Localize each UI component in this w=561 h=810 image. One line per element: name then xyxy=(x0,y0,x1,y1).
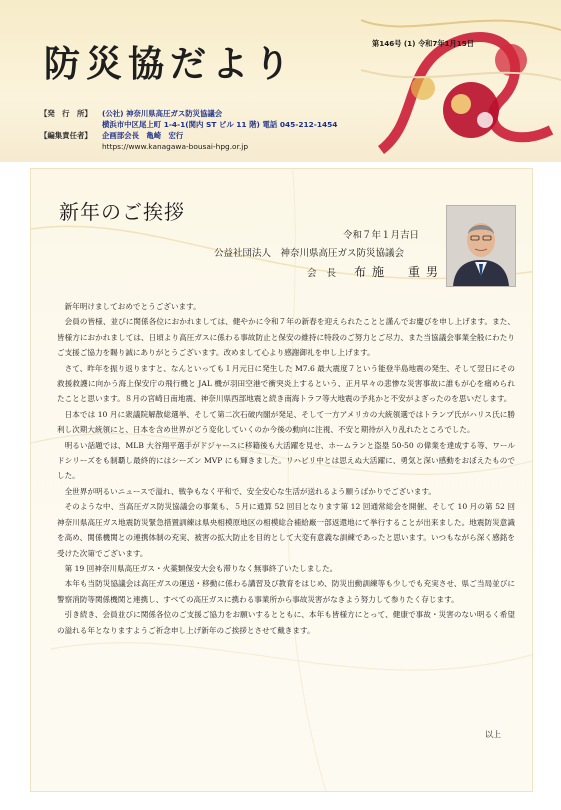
publisher-name: (公社) 神奈川県高圧ガス防災協議会 xyxy=(102,109,223,118)
closing-remark: 以上 xyxy=(485,730,501,739)
paragraph: 会員の皆様、並びに関係各位におかれましては、健やかに令和７年の新春を迎えられたことと謹んでお慶びを申し上げます。また、皆様方におかれましては、日頃より高圧ガスに係わる事故防止と保安の維持に特段のご努力とご尽力、また当協議会事業全般にわたりご支援ご協力を賜り誠にありがとうございます。改めまして心より感謝御礼を申し上げます。 xyxy=(57,317,515,358)
author-name: 布施 重男 xyxy=(354,265,445,279)
paragraph: 引き続き、会員並びに関係各位のご支援ご協力をお願いするとともに、本年も皆様方にとって、健康で事故・災害のない明るく希望の溢れる年となりますようご祈念申し上げ新年のご挨拶とさせて戴きます。 xyxy=(57,610,515,635)
article-panel xyxy=(30,168,533,792)
paragraph: 新年明けましておめでとうございます。 xyxy=(64,302,201,311)
paragraph: 日本では 10 月に衆議院解散総選挙、そして第二次石破内閣が発足、そして一方アメリカの大統領選ではトランプ氏がハリス氏に勝利し次期大統領にと、日本を含め世界がどう変化していくのか今後の動向に注視、不安と期待が入り乱れたところでした。 xyxy=(57,409,515,435)
editor-label: 【編集責任者】 xyxy=(40,131,92,140)
website-link[interactable]: https://www.kanagawa-bousai-hpg.or.jp xyxy=(102,142,249,151)
paragraph: 明るい話題では、MLB 大谷翔平選手がドジャースに移籍後も大活躍を見せ、ホームランと盗塁 50-50 の偉業を達成する等、ワールドシリーズをも制覇し最終的にはシーズン MVP にも輝きました。リハビリ中とは思えぬ大活躍に、勇気と深い感動をおぼえたものでした。 xyxy=(57,440,515,481)
publisher-label: 【発 行 所】 xyxy=(40,109,92,118)
portrait-image xyxy=(447,206,515,286)
paragraph: 第 19 回神奈川県高圧ガス・火薬類保安大会も滞りなく無事終了いたしました。 xyxy=(64,563,338,573)
article-date: 令和７年１月吉日 xyxy=(343,230,420,241)
author-organization: 公益社団法人 神奈川県高圧ガス防災協議会 xyxy=(214,248,405,259)
publisher-address: 横浜市中区尾上町 1-4-1(関内 ST ビル 11 階) 電話 045-212-1454 xyxy=(102,120,338,129)
author-line xyxy=(307,263,444,280)
author-role: 会長 xyxy=(307,268,347,279)
author-portrait xyxy=(446,205,516,287)
issue-info: 第146号 (1) 令和7年1月15日 xyxy=(372,39,474,48)
publisher-info xyxy=(40,108,337,152)
paragraph: さて、昨年を振り返りますと、なんといっても１月元日に発生した M7.6 最大震度７という能登半島地震の発生、そして翌日にその救援救護に向かう海上保安庁の飛行機と JAL 機が羽田空港で衝突炎上するという、正月早々の悲惨な災害事故に誰もが心を痛められたことと思います。８月の宮崎日南地震、神奈川県西部地震と続き南海トラフ等大地震の予兆かと不安がよぎったのを思いだします。 xyxy=(57,363,515,404)
editor-name: 企画部会長 亀崎 宏行 xyxy=(102,131,184,140)
masthead-title: 防災協だより xyxy=(44,43,297,85)
paragraph: そのような中、当高圧ガス防災協議会の事業も、５月に通算 52 回目となります第 12 回通常総会を開催、そして 10 月の第 52 回神奈川県高圧ガス地震防災緊急措置訓練は県央相模原地区の相模総合補給廠一部返還地にて挙行することが出来ました。地震防災意識を高め、関係機関との連携体制の充実、被害の拡大防止を目的として大変有意義な訓練であったと思います。いつもながら深く感銘を受けた次第でございます。 xyxy=(57,502,515,558)
paragraph: 本年も当防災協議会は高圧ガスの運送・移動に係わる講習及び教育をはじめ、防災出動訓練等も少しでも充実させ、県ご当局並びに警察消防等関係機関と連携し、すべての高圧ガスに携わる事業所から事故災害がなきよう努力して参りたく存じます。 xyxy=(57,579,515,604)
masthead xyxy=(0,0,561,162)
masthead-decoration xyxy=(361,0,561,162)
article-title: 新年のご挨拶 xyxy=(59,200,185,224)
paragraph: 全世界が明るいニュースで溢れ、戦争もなく平和で、安全安心な生活が送れるよう願うばかりでございます。 xyxy=(64,486,436,496)
article-body xyxy=(57,299,515,638)
